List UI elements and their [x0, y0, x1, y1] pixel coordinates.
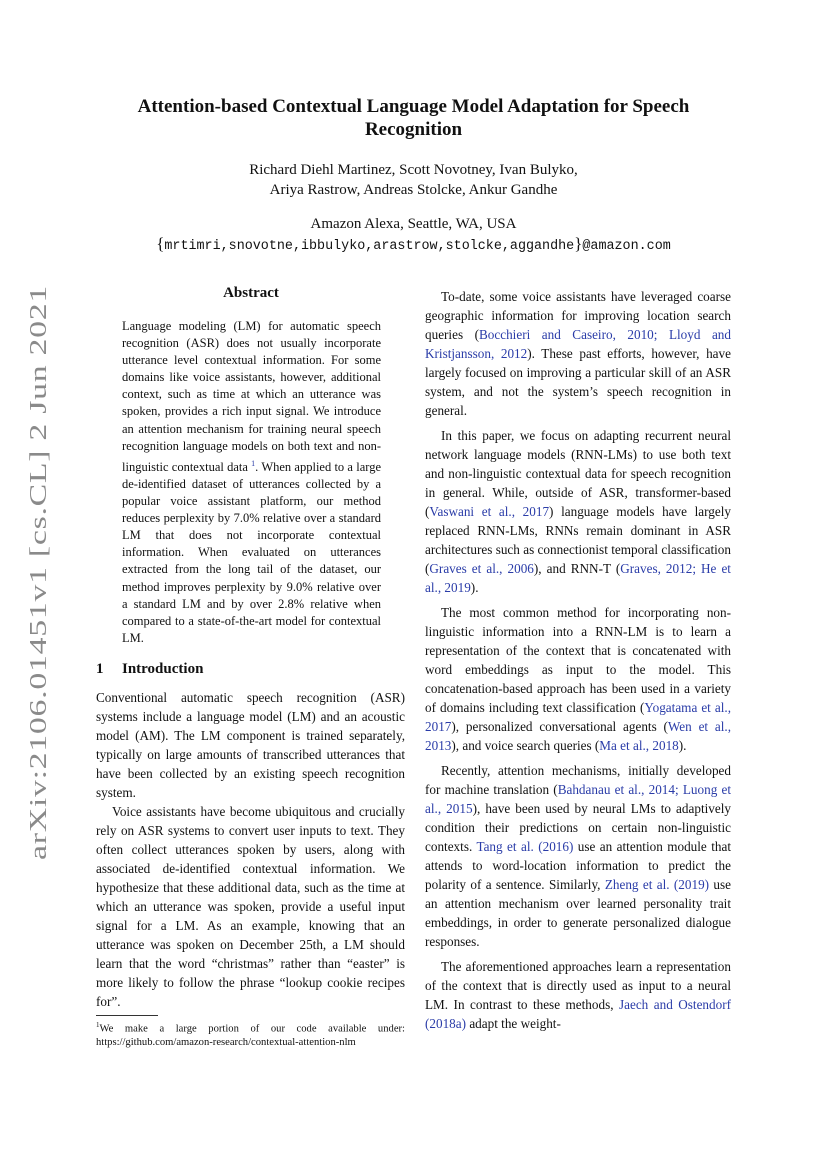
- email-users: mrtimri,snovotne,ibbulyko,arastrow,stolcke,aggandhe: [164, 239, 575, 254]
- affiliation: Amazon Alexa, Seattle, WA, USA: [310, 216, 517, 232]
- abstract-body: [122, 318, 381, 647]
- text: ), personalized conversational agents (: [451, 719, 668, 734]
- authors-line-1: Richard Diehl Martinez, Scott Novotney, Ivan Bulyko,: [249, 162, 578, 178]
- footnote-text: We make a large portion of our code available under: https://github.com/amazon-research/contextual-attention-nlm: [96, 1023, 405, 1048]
- email-open-brace: {: [156, 234, 165, 253]
- footnote: [96, 1019, 405, 1049]
- intro-left-column: [96, 688, 405, 1011]
- citation-link[interactable]: He et al., 2019: [425, 561, 731, 595]
- abstract-text-2: . When applied to a large de-identified dataset of utterances collected by a popular voice assistant platform, our method reduces perplexity by 7.0% relative over a standard LM that does not incorporate contextual information. When evaluated on utterances extracted from the long tail of the dataset, our method improves perplexity by 9.0% relative over a standard LM and by over 2.8% relative when compared to a state-of-the-art model for contextual LM.: [122, 459, 381, 645]
- text: The most common method for incorporating non-linguistic information into a RNN-LM is to learn a representation of the context that is concatenated with word embeddings as input to the model. This concatenation-based approach has been used in a variety of domains including text classification (: [425, 605, 731, 715]
- arxiv-stamp: [16, 280, 56, 860]
- paper-title: Attention-based Contextual Language Model Adaptation for Speech Recognition: [137, 96, 690, 140]
- citation-link[interactable]: Lloyd and Kristjansson, 2012: [425, 327, 731, 361]
- section-number: 1: [96, 661, 104, 677]
- text: ), have been used by neural LMs to adaptively condition their predictions on certain non-linguistic contexts.: [425, 801, 731, 854]
- abstract-heading: Abstract: [223, 285, 279, 301]
- text: use an attention module that attends to word-location information to predict the polarity of a sentence. Similarly,: [425, 839, 731, 892]
- citation-link[interactable]: Bocchieri and Caseiro, 2010: [478, 327, 654, 342]
- text: The aforementioned approaches learn a representation of the context that is directly used as input to a neural LM. In contrast to these methods,: [425, 959, 731, 1012]
- text: ). These past efforts, however, have largely focused on improving a particular skill of an ASR system, and not the system’s speech recognition in general.: [425, 346, 731, 418]
- text: ).: [678, 738, 687, 753]
- intro-right-column: [425, 287, 731, 1033]
- abstract-text-1: Language modeling (LM) for automatic speech recognition (ASR) does not usually incorporate utterance level contextual information. For some domains like voice assistants, however, additional context, such as time at which an utterance was spoken, provides a rich input signal. We introduce an attention mechanism for training neural speech recognition language models on both text and non-linguistic contextual data: [122, 319, 381, 474]
- text: In this paper, we focus on adapting recurrent neural network language models (RNN-LMs) to use both text and non-linguistic contextual data for speech recognition in general. While, outside of ASR, transformer-based (: [425, 428, 731, 519]
- right-paragraph-5: [425, 957, 731, 1033]
- email-domain: @amazon.com: [582, 239, 671, 254]
- citation-link[interactable]: Vaswani et al., 2017: [429, 504, 550, 519]
- intro-paragraph-2: Voice assistants have become ubiquitous and crucially rely on ASR systems to convert user inputs to text. They often collect utterances spoken by users, along with associated de-identified contextual information. We hypothesize that these additional data, such as the time at which an utterance was spoken, provide a useful input signal for a LM. As an example, knowing that an utterance was spoken on December 25th, a LM should learn that the word “christmas” rather than “easter” is more likely to follow the phrase “lookup cookie recipes for”.: [96, 804, 405, 1009]
- footnote-ref[interactable]: 1: [251, 458, 256, 468]
- citation-link[interactable]: Zheng et al. (2019): [604, 877, 710, 892]
- email-close-brace: }: [574, 234, 583, 253]
- citation-link[interactable]: Ma et al., 2018: [599, 738, 679, 753]
- author-list: [100, 160, 727, 200]
- text: ) language models have largely replaced RNN-LMs, RNNs remain dominant in ASR architectures such as connectionist temporal classification (: [425, 504, 731, 576]
- citation-link[interactable]: Bahdanau et al., 2014: [557, 782, 675, 797]
- text: ), and RNN-T (: [533, 561, 621, 576]
- intro-paragraph-1: Conventional automatic speech recognition (ASR) systems include a language model (LM) and an acoustic model (AM). The LM component is trained separately, typically on large amounts of transcribed utterances that have been collected by an existing speech recognition system.: [96, 690, 405, 800]
- text: use an attention mechanism over learned personality trait embeddings, in order to generate personalized dialogue responses.: [425, 877, 731, 949]
- citation-separator: ;: [653, 327, 669, 342]
- citation-separator: ;: [675, 782, 683, 797]
- text: To-date, some voice assistants have leveraged coarse geographic information for improving location search queries (: [425, 289, 731, 342]
- right-paragraph-4: [425, 761, 731, 951]
- email-addresses[interactable]: [100, 234, 727, 257]
- footnote-divider: [96, 1015, 158, 1016]
- citation-link[interactable]: Graves et al., 2006: [429, 561, 534, 576]
- citation-link[interactable]: Luong et al., 2015: [425, 782, 731, 816]
- citation-link[interactable]: Wen et al., 2013: [425, 719, 732, 753]
- citation-link[interactable]: Graves, 2012: [620, 561, 693, 576]
- authors-line-2: Ariya Rastrow, Andreas Stolcke, Ankur Gandhe: [269, 182, 558, 198]
- citation-link[interactable]: Yogatama et al., 2017: [425, 700, 731, 734]
- section-heading-introduction: [96, 661, 203, 678]
- footnote-marker: 1: [96, 1021, 100, 1029]
- right-paragraph-1: [425, 287, 731, 420]
- right-paragraph-2: [425, 426, 731, 597]
- citation-link[interactable]: Jaech and Ostendorf (2018a): [425, 997, 731, 1031]
- section-title: Introduction: [122, 661, 204, 677]
- text: adapt the weight-: [466, 1016, 561, 1031]
- text: ).: [470, 580, 479, 595]
- citation-link[interactable]: Tang et al. (2016): [476, 839, 574, 854]
- text: ), and voice search queries (: [451, 738, 600, 753]
- citation-separator: ;: [692, 561, 702, 576]
- right-paragraph-3: [425, 603, 731, 755]
- text: Recently, attention mechanisms, initially developed for machine translation (: [425, 763, 731, 797]
- arxiv-stamp-text: arXiv:2106.01451v1 [cs.CL] 2 Jun 2021: [26, 452, 52, 860]
